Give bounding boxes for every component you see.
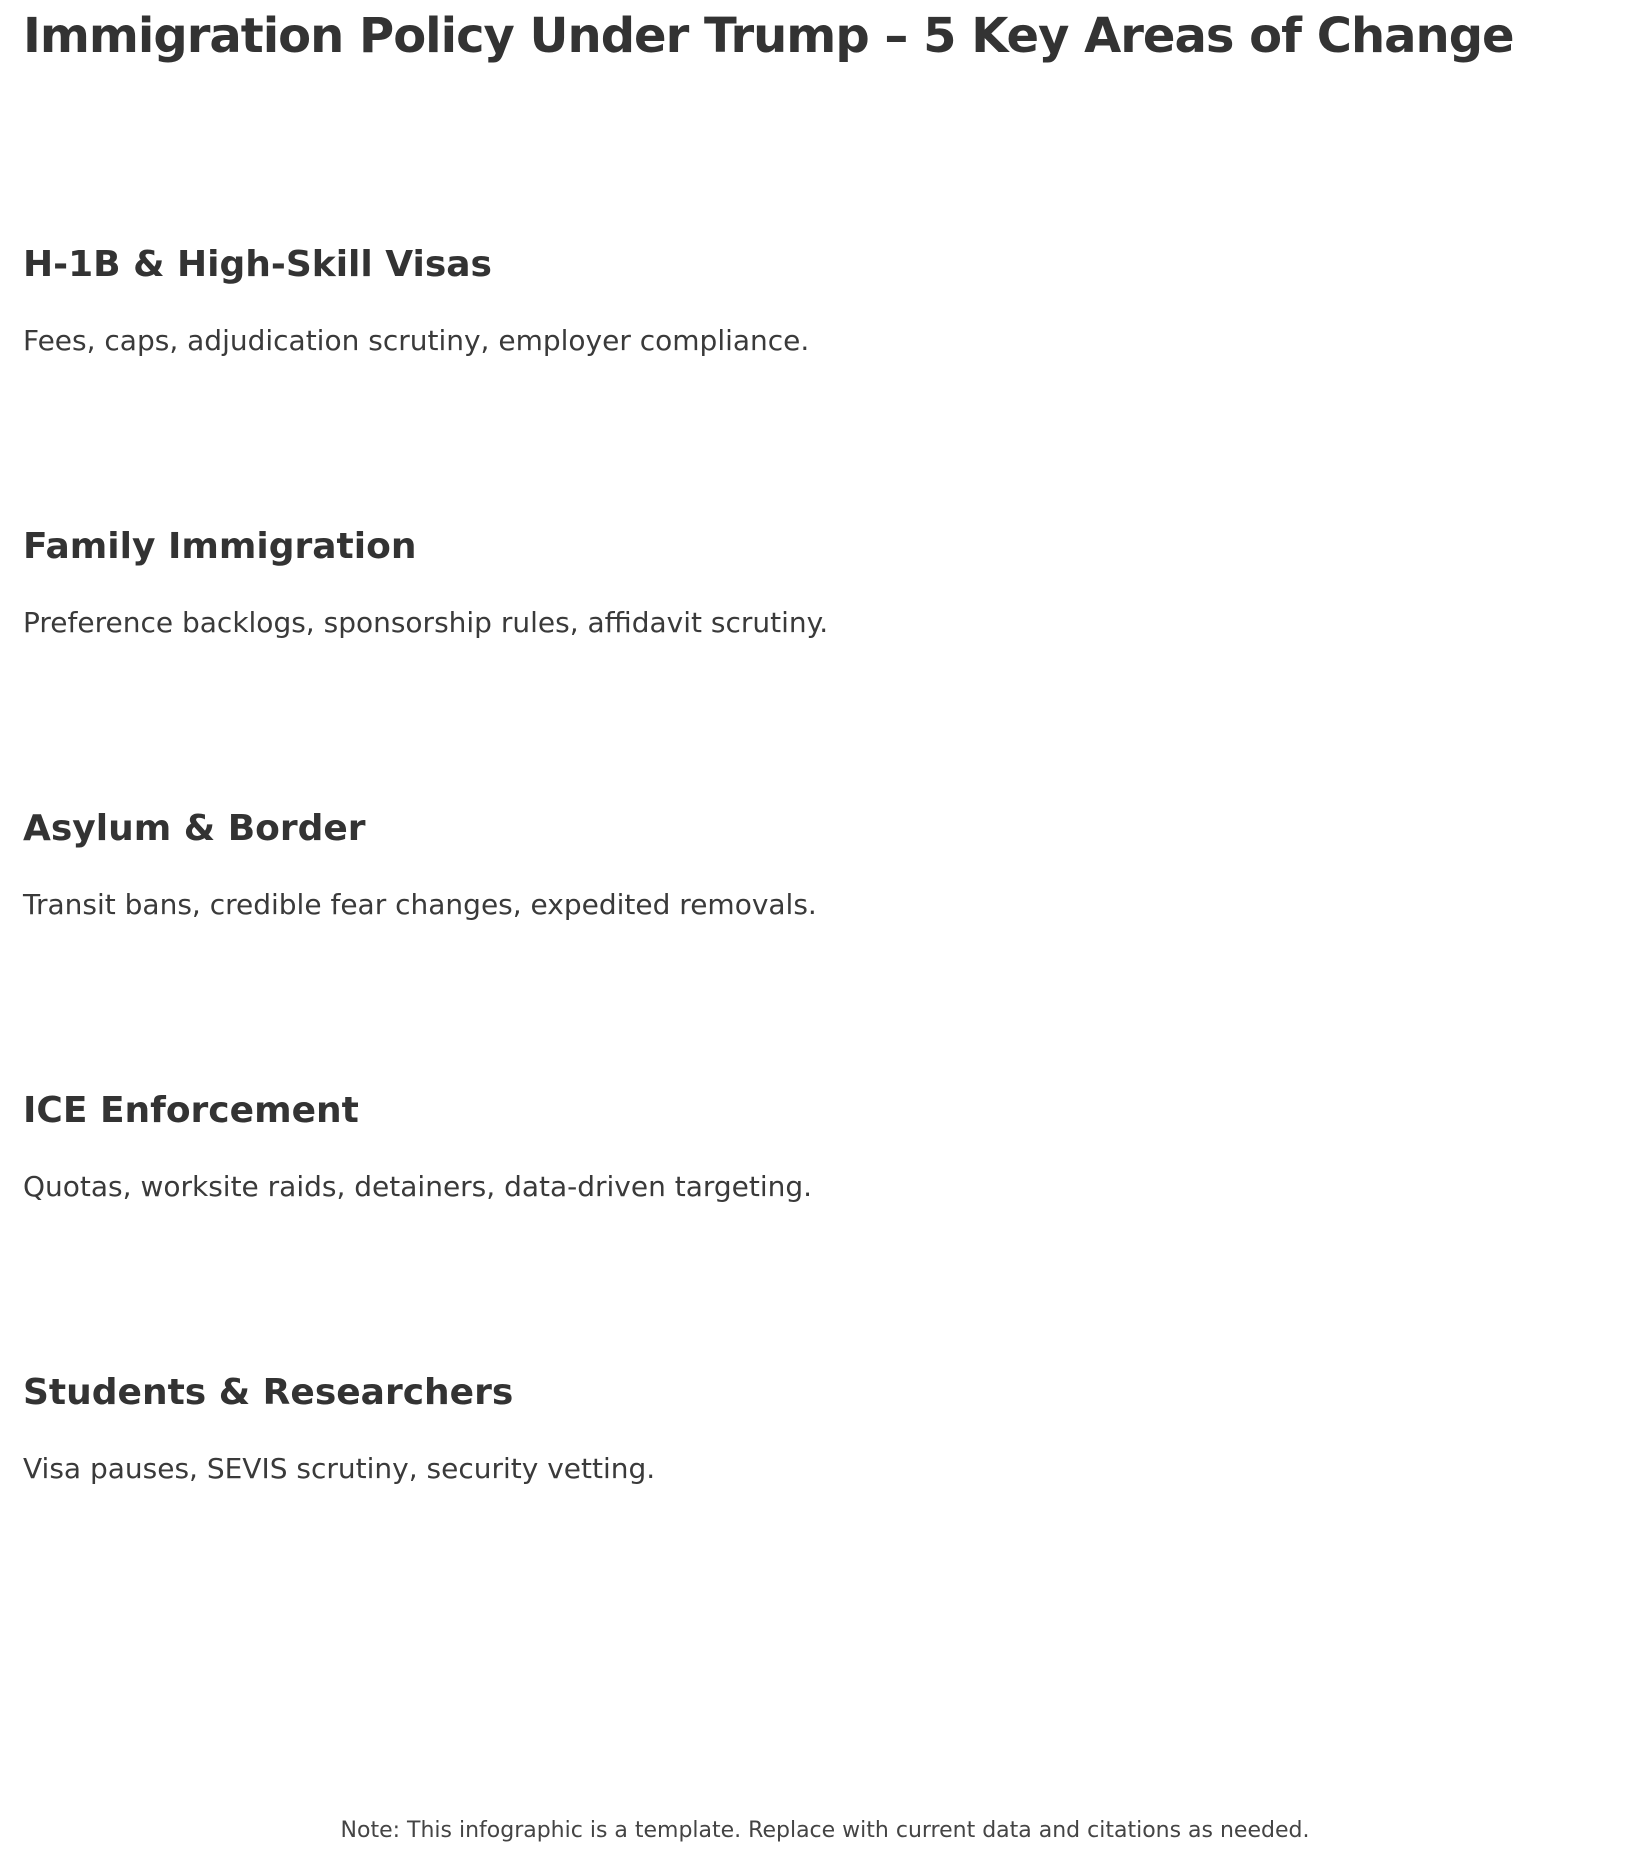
section-students-researchers [23,1370,1627,1486]
section-heading: Asylum & Border [23,807,366,849]
section-family-immigration [23,524,1627,640]
section-description: Visa pauses, SEVIS scrutiny, security vetting. [23,1451,656,1485]
section-description: Fees, caps, adjudication scrutiny, employer compliance. [23,323,810,357]
section-description: Quotas, worksite raids, detainers, data-driven targeting. [23,1169,813,1203]
section-asylum-border [23,806,1627,922]
section-heading: Students & Researchers [23,1371,514,1413]
section-heading: H-1B & High-Skill Visas [23,243,492,285]
section-ice-enforcement [23,1088,1627,1204]
footer-note: Note: This infographic is a template. Replace with current data and citations as needed. [340,1818,1310,1843]
infographic-page [0,8,1650,1857]
section-heading: Family Immigration [23,525,417,567]
section-description: Transit bans, credible fear changes, expedited removals. [23,887,817,921]
section-h1b-visas [23,242,1627,358]
section-heading: ICE Enforcement [23,1089,359,1131]
page-title: Immigration Policy Under Trump – 5 Key Areas of Change [23,8,1514,64]
section-description: Preference backlogs, sponsorship rules, affidavit scrutiny. [23,605,829,639]
